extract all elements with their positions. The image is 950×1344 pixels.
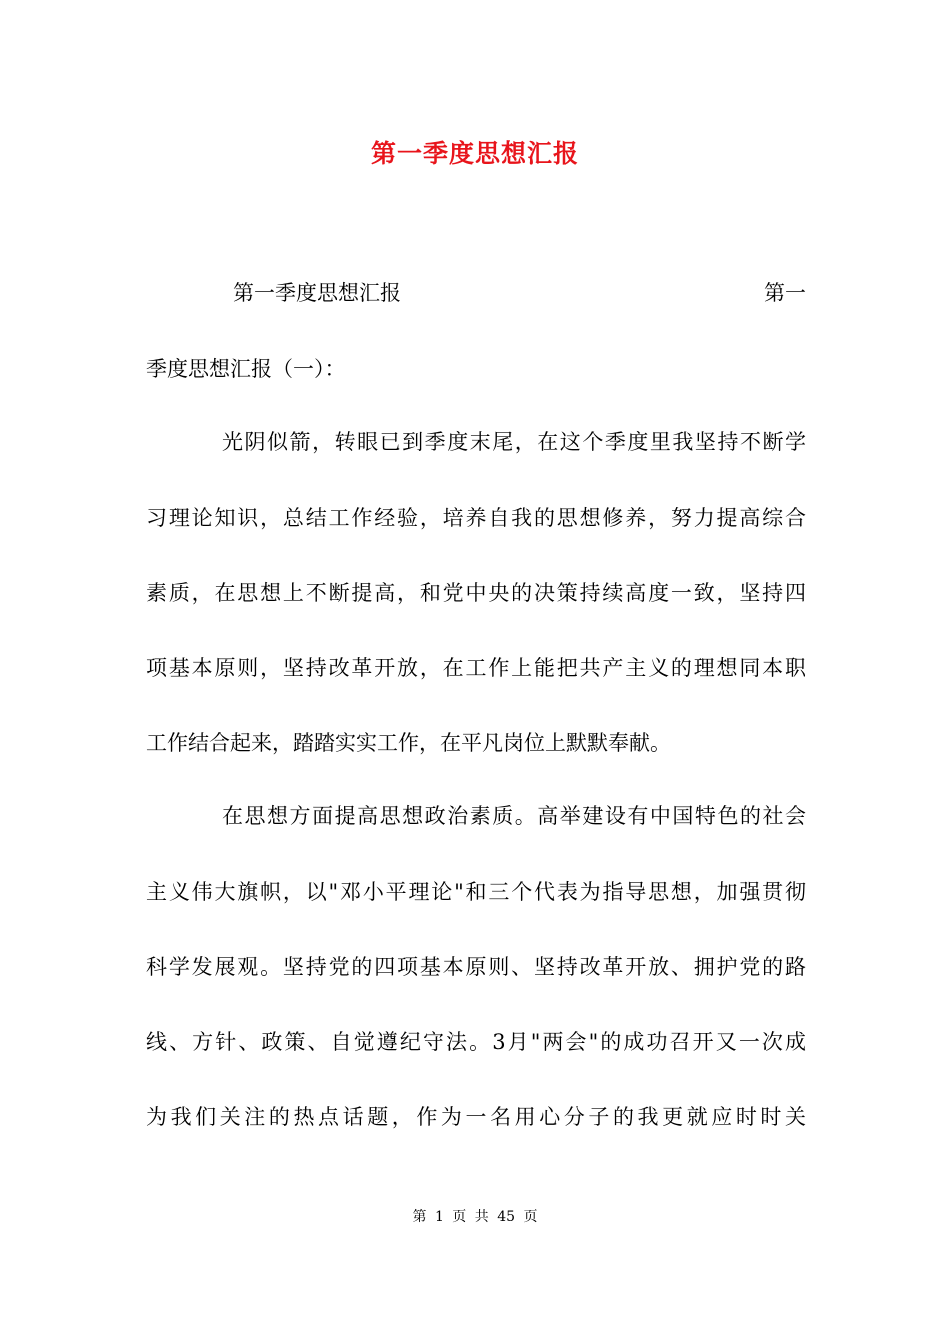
text-line: 主义伟大旗帜，以"邓小平理论"和三个代表为指导思想，加强贯彻: [146, 880, 806, 904]
text-line: 线、方针、政策、自觉遵纪守法。3月"两会"的成功召开又一次成: [146, 1030, 806, 1054]
section-heading: 第一季度思想汇报: [233, 281, 401, 305]
text-line: 科学发展观。坚持党的四项基本原则、坚持改革开放、拥护党的路: [146, 955, 806, 979]
section-heading-continuation: 第一: [764, 281, 806, 305]
page-number-footer: 第 1 页 共 45 页: [412, 1209, 538, 1225]
text-line: 在思想方面提高思想政治素质。高举建设有中国特色的社会: [222, 804, 806, 828]
section-heading-row: [233, 278, 806, 308]
text-line: 季度思想汇报（一）：: [146, 357, 346, 381]
text-line: 项基本原则，坚持改革开放，在工作上能把共产主义的理想同本职: [146, 656, 806, 680]
text-line: 工作结合起来，踏踏实实工作，在平凡岗位上默默奉献。: [146, 731, 671, 755]
text-line: 习理论知识，总结工作经验，培养自我的思想修养，努力提高综合: [146, 506, 806, 530]
text-line: 素质，在思想上不断提高，和党中央的决策持续高度一致，坚持四: [146, 581, 806, 605]
document-title: 第一季度思想汇报: [370, 139, 579, 168]
text-line: 光阴似箭，转眼已到季度末尾，在这个季度里我坚持不断学: [222, 430, 806, 454]
text-line: 为我们关注的热点话题，作为一名用心分子的我更就应时时关: [146, 1105, 806, 1129]
